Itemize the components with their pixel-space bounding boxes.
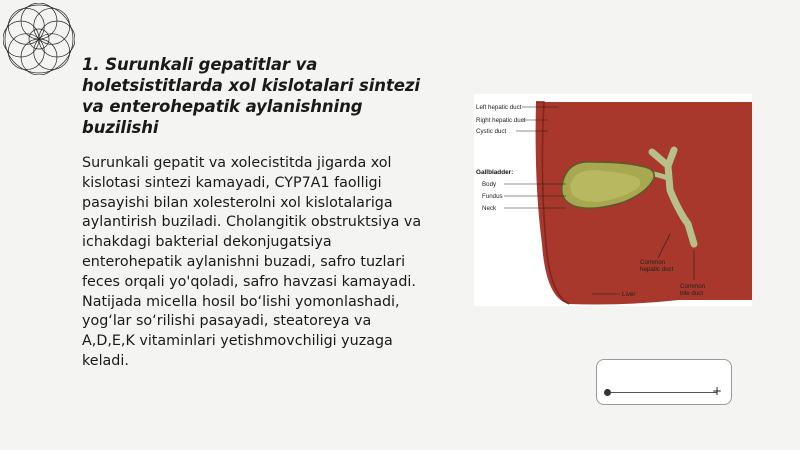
label-left-hepatic-duct: Left hepatic duct bbox=[476, 104, 522, 111]
label-right-hepatic-duct: Right hepatic duct bbox=[476, 117, 526, 124]
label-fundus: Fundus bbox=[482, 193, 503, 200]
record-icon[interactable] bbox=[604, 389, 611, 396]
label-body: Body bbox=[482, 181, 497, 188]
label-common-hepatic-duct-line2: hepatic duct bbox=[640, 266, 674, 273]
media-player-control[interactable] bbox=[596, 359, 732, 405]
decorative-logo-icon bbox=[3, 3, 75, 75]
slide-body-text: Surunkali gepatit va xolecistitda jigarda xol kislotasi sintezi kamayadi, CYP7A1 faolligi pasayishi bilan xolesterolni xol kislotalariga aylantirish buziladi. Cholangitik obstruktsiya va ichakdagi bakterial dekonjugatsiya enterohepatik aylanishni buzadi, safro tuzlari feces orqali yo'qoladi, safro havzasi kamayadi. Natijada micella hosil bo‘lishi yomonlashadi, yog‘lar so‘rilishi pasayadi, steatoreya va A,D,E,K vitaminlari yetishmovchiligi yuzaga keladi. bbox=[82, 155, 422, 369]
label-neck: Neck bbox=[482, 205, 497, 212]
label-gallbladder: Gallbladder: bbox=[476, 169, 514, 176]
gallbladder-anatomy-figure bbox=[474, 94, 752, 306]
label-common-hepatic-duct-line1: Common bbox=[640, 259, 666, 266]
slide-title: 1. Surunkali gepatitlar va holetsistitlarda xol kislotalari sintezi va enterohepatik aylanishning buzilishi bbox=[82, 55, 420, 137]
seek-track[interactable] bbox=[611, 392, 717, 393]
label-cystic-duct: Cystic duct bbox=[476, 128, 507, 135]
label-common-bile-duct-line2: bile duct bbox=[680, 290, 704, 297]
plus-icon[interactable]: + bbox=[711, 384, 722, 398]
label-liver: Liver bbox=[622, 291, 636, 298]
label-common-bile-duct-line1: Common bbox=[680, 283, 706, 290]
